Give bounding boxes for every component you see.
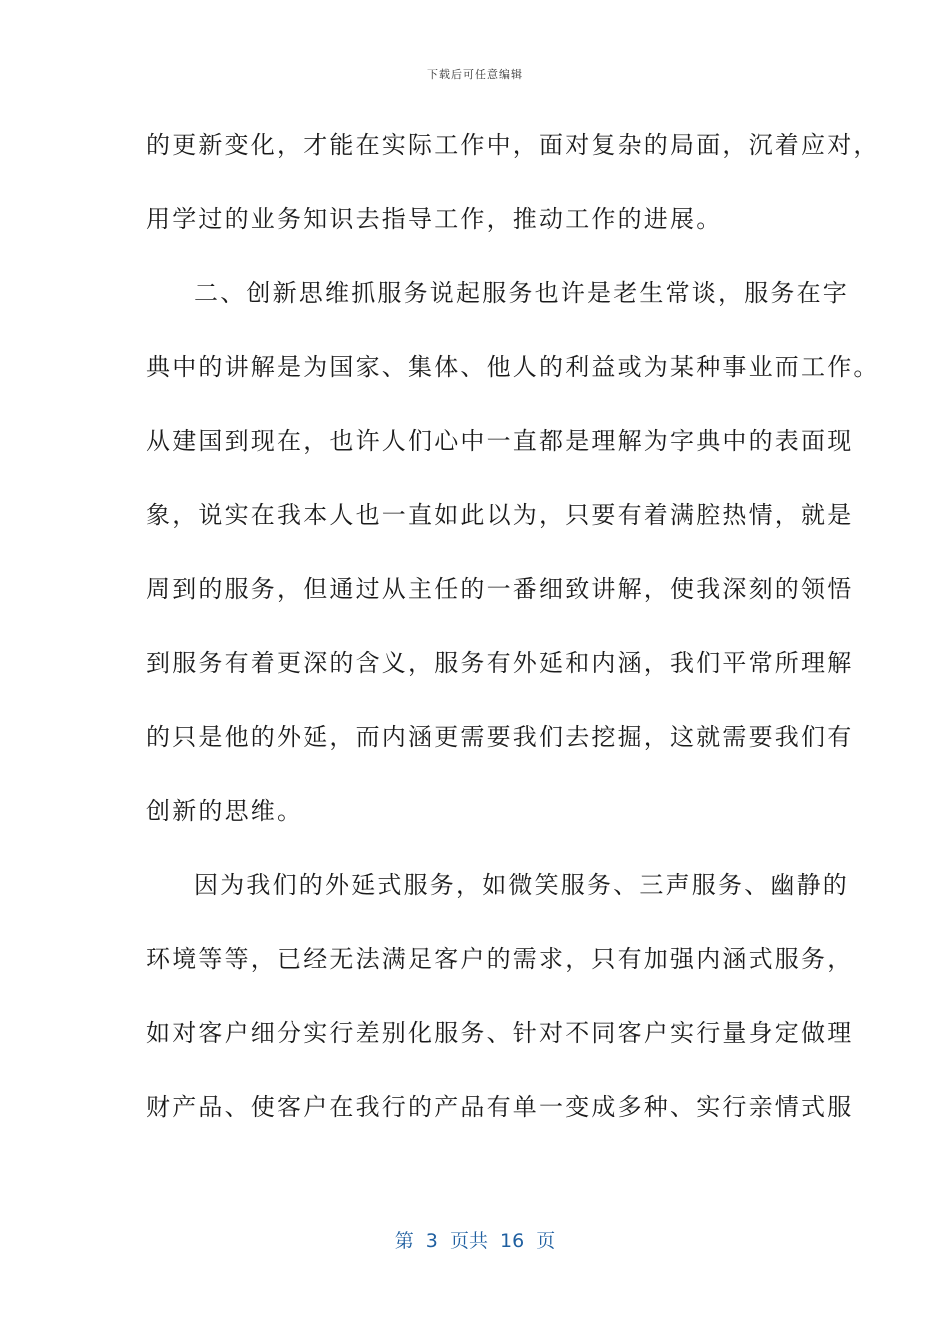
paragraph-start-line: 二、创新思维抓服务说起服务也许是老生常谈，服务在字 [194, 279, 849, 307]
document-body [146, 120, 880, 1156]
text-line: 环境等等，已经无法满足客户的需求，只有加强内涵式服务， [146, 945, 854, 973]
text-line: 用学过的业务知识去指导工作，推动工作的进展。 [146, 205, 723, 233]
text-line: 到服务有着更深的含义，服务有外延和内涵，我们平常所理解 [146, 649, 854, 677]
text-line: 财产品、使客户在我行的产品有单一变成多种、实行亲情式服 [146, 1093, 854, 1121]
text-line: 的更新变化，才能在实际工作中，面对复杂的局面，沉着应对， [146, 131, 880, 159]
text-line: 的只是他的外延，而内涵更需要我们去挖掘，这就需要我们有 [146, 723, 854, 751]
page-number-footer: 第 3 页共 16 页 [394, 1230, 556, 1252]
text-line: 周到的服务，但通过从主任的一番细致讲解，使我深刻的领悟 [146, 575, 854, 603]
text-line: 如对客户细分实行差别化服务、针对不同客户实行量身定做理 [146, 1019, 854, 1047]
paragraph-start-line: 因为我们的外延式服务，如微笑服务、三声服务、幽静的 [194, 871, 849, 899]
page-header: 下载后可任意编辑 [427, 68, 523, 81]
text-line: 象，说实在我本人也一直如此以为，只要有着满腔热情，就是 [146, 501, 854, 529]
text-line: 典中的讲解是为国家、集体、他人的利益或为某种事业而工作。 [146, 353, 880, 381]
text-line: 创新的思维。 [146, 797, 304, 825]
text-line: 从建国到现在，也许人们心中一直都是理解为字典中的表面现 [146, 427, 854, 455]
